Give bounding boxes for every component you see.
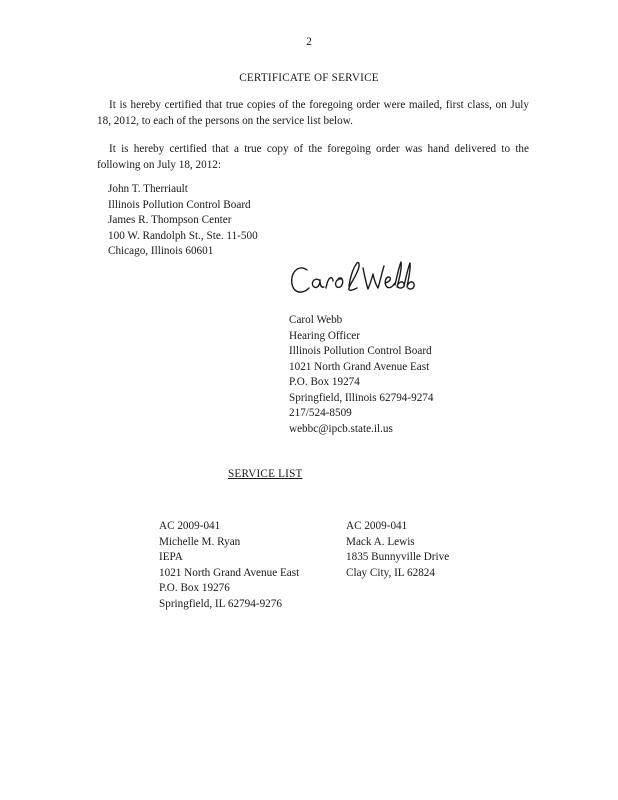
address-line: Illinois Pollution Control Board	[108, 198, 251, 211]
signature-stroke	[336, 278, 343, 287]
hearing-officer-address	[289, 313, 434, 437]
service-list-entry	[159, 519, 299, 612]
officer-email: webbc@ipcb.state.il.us	[289, 422, 393, 435]
signature-stroke	[404, 263, 414, 289]
signature-stroke	[312, 279, 324, 287]
address-line: P.O. Box 19276	[159, 582, 230, 594]
recipient-name: Michelle M. Ryan	[159, 535, 241, 548]
signature-stroke	[349, 262, 359, 290]
signature-stroke	[395, 262, 404, 288]
address-line: Illinois Pollution Control Board	[289, 345, 432, 357]
signature-stroke	[292, 268, 309, 292]
page-number: 2	[306, 36, 312, 48]
address-line: Springfield, Illinois 62794-9274	[289, 391, 434, 404]
signature-stroke	[326, 278, 333, 288]
service-list-title: SERVICE LIST	[228, 468, 303, 480]
address-line: James R. Thompson Center	[108, 214, 232, 226]
address-line: 1021 North Grand Avenue East	[289, 360, 430, 373]
certificate-title: CERTIFICATE OF SERVICE	[239, 72, 379, 84]
address-line: 1835 Bunnyville Drive	[346, 551, 450, 563]
address-line: Clay City, IL 62824	[346, 566, 435, 579]
address-line: 100 W. Randolph St., Ste. 11-500	[108, 229, 258, 242]
address-line: 1021 North Grand Avenue East	[159, 566, 300, 579]
officer-title: Hearing Officer	[289, 329, 360, 342]
signature-stroke	[363, 266, 384, 289]
mailed-certification-paragraph: It is hereby certified that true copies of the foregoing order were mailed, first class, on July 18, 2012, to each of the persons on the service list below.	[97, 99, 529, 127]
address-line: John T. Therriault	[108, 183, 188, 195]
officer-name: Carol Webb	[289, 314, 343, 326]
hand-delivery-recipient-address	[108, 182, 258, 260]
service-list-entry	[346, 519, 449, 581]
address-line: IEPA	[159, 551, 183, 563]
address-line: Springfield, IL 62794-9276	[159, 597, 282, 610]
case-number: AC 2009-041	[346, 520, 408, 532]
address-line: Chicago, Illinois 60601	[108, 245, 214, 257]
recipient-name: Mack A. Lewis	[346, 535, 415, 548]
case-number: AC 2009-041	[159, 520, 221, 532]
signature-stroke	[385, 277, 395, 288]
handwritten-signature	[287, 258, 417, 302]
hand-delivery-certification-paragraph: It is hereby certified that a true copy of the foregoing order was hand delivered to the following on July 18, 2012:	[97, 143, 529, 171]
officer-phone: 217/524-8509	[289, 407, 352, 419]
address-line: P.O. Box 19274	[289, 376, 360, 388]
